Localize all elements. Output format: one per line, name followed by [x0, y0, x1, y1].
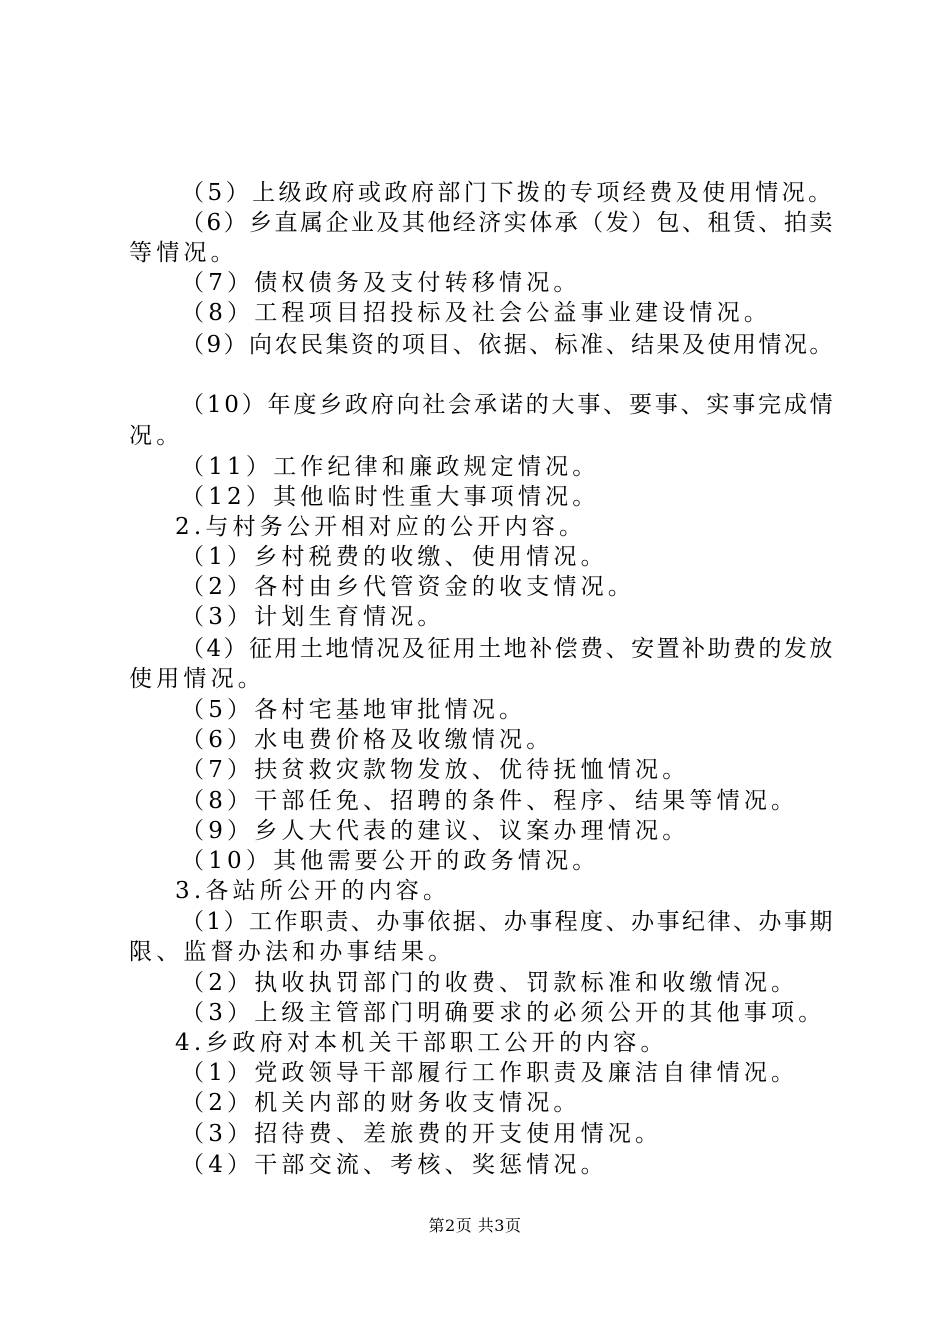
text-line: （2）机关内部的财务收支情况。 — [181, 1090, 581, 1116]
text-line: （7）扶贫救灾款物发放、优待抚恤情况。 — [181, 757, 690, 783]
text-line: 限、监督办法和办事结果。 — [129, 939, 456, 965]
text-line: （5）上级政府或政府部门下拨的专项经费及使用情况。 — [181, 180, 835, 206]
text-line: （2）各村由乡代管资金的收支情况。 — [181, 574, 636, 600]
section-heading: 4.乡政府对本机关干部职工公开的内容。 — [175, 1030, 668, 1056]
text-line: （1）乡村税费的收缴、使用情况。 — [181, 544, 608, 570]
text-line: （10）年度乡政府向社会承诺的大事、要事、实事完成情 — [181, 392, 836, 418]
text-line: （2）执收执罚部门的收费、罚款标准和收缴情况。 — [181, 970, 799, 996]
text-line: （3）招待费、差旅费的开支使用情况。 — [181, 1121, 663, 1147]
text-line: （8）工程项目招投标及社会公益事业建设情况。 — [181, 300, 772, 326]
text-line: （3）上级主管部门明确要求的必须公开的其他事项。 — [181, 1000, 826, 1026]
text-line: （7）债权债务及支付转移情况。 — [181, 270, 581, 296]
section-heading: 2.与村务公开相对应的公开内容。 — [175, 514, 587, 540]
text-line: （1）工作职责、办事依据、办事程度、办事纪律、办事期 — [181, 909, 835, 935]
text-line: （1）党政领导干部履行工作职责及廉洁自律情况。 — [181, 1060, 799, 1086]
text-line: （5）各村宅基地审批情况。 — [181, 697, 527, 723]
section-heading: 3.各站所公开的内容。 — [175, 878, 451, 904]
text-line: （11）工作纪律和廉政规定情况。 — [181, 454, 600, 480]
text-line: （3）计划生育情况。 — [181, 604, 445, 630]
text-line: （6）水电费价格及收缴情况。 — [181, 727, 554, 753]
text-line: （9）乡人大代表的建议、议案办理情况。 — [181, 818, 690, 844]
text-line: 使用情况。 — [129, 666, 265, 692]
text-line: （4）干部交流、考核、奖惩情况。 — [181, 1152, 608, 1178]
text-line: （9）向农民集资的项目、依据、标准、结果及使用情况。 — [181, 332, 835, 358]
text-line: （12）其他临时性重大事项情况。 — [181, 484, 600, 510]
text-line: 况。 — [129, 423, 184, 449]
text-line: （10）其他需要公开的政务情况。 — [181, 848, 600, 874]
text-line: （4）征用土地情况及征用土地补偿费、安置补助费的发放 — [181, 636, 835, 662]
text-line: （8）干部任免、招聘的条件、程序、结果等情况。 — [181, 788, 799, 814]
text-line: （6）乡直属企业及其他经济实体承（发）包、租赁、拍卖 — [181, 210, 835, 236]
text-line: 等情况。 — [129, 240, 238, 266]
page-number-footer: 第2页 共3页 — [428, 1216, 522, 1235]
